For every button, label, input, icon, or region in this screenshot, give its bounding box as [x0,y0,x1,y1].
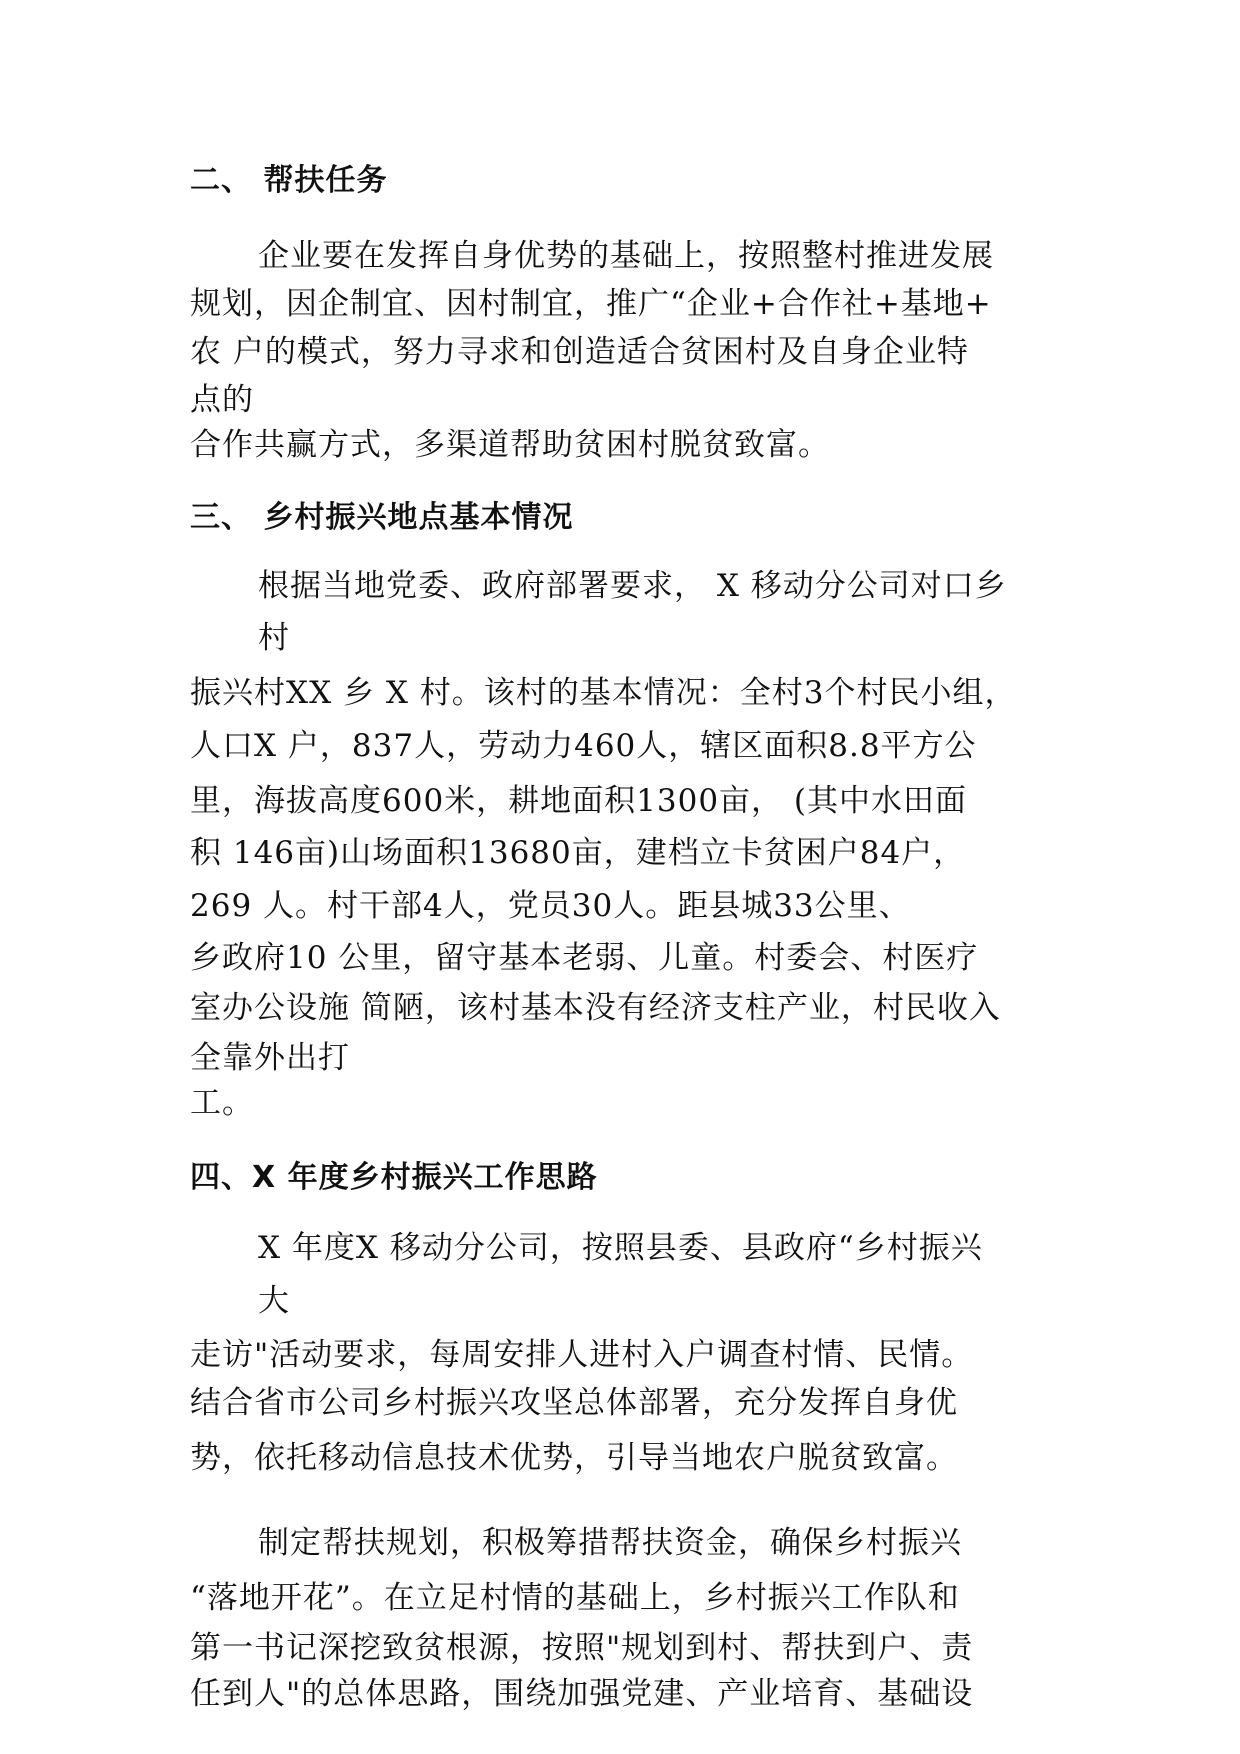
paragraph-line: 根据当地党委、政府部署要求， X 移动分公司对口乡 [258,568,1007,604]
paragraph-line: 势，依托移动信息技术优势，引导当地农户脱贫致富。 [190,1440,958,1476]
paragraph-line: 走访"活动要求，每周安排人进村入户调查村情、民情。 [190,1337,974,1373]
paragraph-line: 大 [258,1283,290,1319]
paragraph-line: 任到人"的总体思路，围绕加强党建、产业培育、基础设 [190,1676,974,1712]
paragraph-line: 振兴村XX 乡 X 村。该村的基本情况：全村3个村民小组， [190,675,1017,711]
paragraph-line: 企业要在发挥自身优势的基础上，按照整村推进发展 [258,238,994,274]
section-heading: 四、X 年度乡村振兴工作思路 [190,1160,598,1195]
paragraph-line: 规划，因企制宜、因村制宜，推广“企业+合作社+基地+ [190,286,992,322]
paragraph-line: 结合省市公司乡村振兴攻坚总体部署，充分发挥自身优 [190,1385,958,1421]
paragraph-line: “落地开花”。在立足村情的基础上，乡村振兴工作队和 [190,1580,960,1616]
paragraph-line: 269 人。村干部4人，党员30人。距县城33公里、 [190,888,911,924]
paragraph-line: 点的 [190,382,254,418]
paragraph-line: 第一书记深挖致贫根源，按照"规划到村、帮扶到户、责 [190,1630,974,1666]
paragraph-line: 积 146亩)山场面积13680亩，建档立卡贫困户84户， [190,835,966,871]
paragraph-line: 合作共赢方式，多渠道帮助贫困村脱贫致富。 [190,427,830,463]
paragraph-line: 人口X 户，837人，劳动力460人，辖区面积8.8平方公 [190,728,977,764]
paragraph-line: 室办公设施 简陋，该村基本没有经济支柱产业，村民收入 [190,990,1001,1026]
paragraph-line: 里，海拔高度600米，耕地面积1300亩， (其中水田面 [190,783,968,819]
paragraph-line: 村 [258,620,290,656]
paragraph-line: X 年度X 移动分公司，按照县委、县政府“乡村振兴 [258,1230,983,1266]
paragraph-line: 制定帮扶规划，积极筹措帮扶资金，确保乡村振兴 [258,1525,962,1561]
section-heading: 二、 帮扶任务 [190,163,388,198]
paragraph-line: 农 户的模式，努力寻求和创造适合贫困村及自身企业特 [190,334,969,370]
section-heading: 三、 乡村振兴地点基本情况 [190,500,574,535]
paragraph-line: 乡政府10 公里，留守基本老弱、儿童。村委会、村医疗 [190,940,979,976]
paragraph-line: 全靠外出打 [190,1040,350,1076]
paragraph-line: 工。 [190,1085,254,1121]
